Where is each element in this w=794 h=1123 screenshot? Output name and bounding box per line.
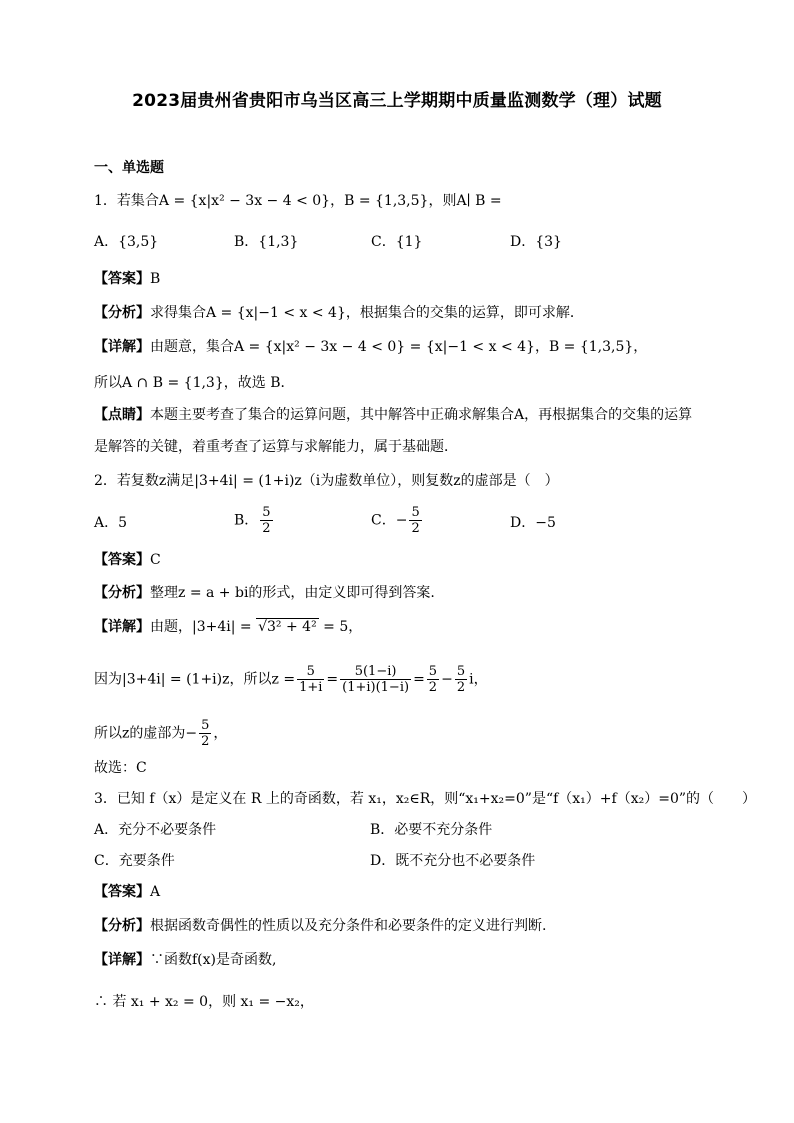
q3-detail: ∵函数f(x)是奇函数, xyxy=(150,952,277,968)
q2-analysis-row xyxy=(94,582,435,604)
q2-detail-post: = 5， xyxy=(318,619,363,635)
q1-option-a: A．{3,5} xyxy=(94,234,159,250)
q2-detail-pre: 由题，|3+4i| = xyxy=(150,619,257,635)
q1-comment-1: 本题主要考查了集合的运算问题，其中解答中正确求解集合A，再根据集合的交集的运算 xyxy=(150,407,693,423)
sqrt-radicand: √3² + 4² xyxy=(258,619,317,635)
q1-detail-row xyxy=(94,336,647,358)
q3-analysis-row xyxy=(94,915,546,937)
q3-stem: 3．已知 f（x）是定义在 R 上的奇函数，若 x₁，x₂∈R，则“x₁+x₂=0”是“f（x₁）+f（x₂）=0”的（ ） xyxy=(94,791,757,807)
q1-answer-row xyxy=(94,268,160,290)
q3-option-a: A．充分不必要条件 xyxy=(94,822,217,838)
q2-option-b: B． $\frac{5}{2}$ xyxy=(234,505,271,536)
q3-option-b: B．必要不充分条件 xyxy=(370,822,493,838)
q2-option-d: D．−5 xyxy=(510,515,556,531)
q1-stem: 1．若集合A = {x|x² − 3x − 4 < 0}，B = {1,3,5}，则A∣ B = xyxy=(94,193,502,209)
q2-option-a: A．5 xyxy=(94,515,128,531)
q3-line: ∴ 若 x₁ + x₂ = 0，则 x₁ = −x₂， xyxy=(94,994,314,1010)
q1-comment-2: 是解答的关键，着重考查了运算与求解能力，属于基础题． xyxy=(94,439,458,455)
comment-tag: 【点睛】 xyxy=(94,407,150,423)
q3-option-c: C．充要条件 xyxy=(94,853,175,869)
q2-detail-row xyxy=(94,616,362,638)
q1-conclusion: 所以A ∩ B = {1,3}，故选 B． xyxy=(94,375,295,391)
q3-analysis: 根据函数奇偶性的性质以及充分条件和必要条件的定义进行判断. xyxy=(150,918,547,934)
detail-tag: 【详解】 xyxy=(94,619,150,635)
q2-derivation: 因为|3+4i| = (1+i)z，所以z = $\frac{5}{1+i}$ = $\frac{5(1-i)}{(1+i)(1-i)}$ = $\frac{5}{2}$ − $\frac{5}{2}$ i， xyxy=(94,664,488,695)
analysis-tag: 【分析】 xyxy=(94,585,150,601)
fraction: $\frac{5}{2}$ xyxy=(262,505,271,536)
detail-tag: 【详解】 xyxy=(94,339,150,355)
q3-detail-row xyxy=(94,949,276,971)
q1-option-c: C．{1} xyxy=(371,234,423,250)
answer-tag: 【答案】 xyxy=(94,884,150,900)
q1-comment-row xyxy=(94,404,692,426)
q2-final: 故选：C xyxy=(94,760,147,776)
q3-answer: A xyxy=(150,884,161,900)
q1-analysis-row xyxy=(94,302,584,324)
q2-imag-row: 所以z的虚部为− $\frac{5}{2}$ ， xyxy=(94,718,228,749)
q1-analysis: 求得集合A = {x|−1 < x < 4}，根据集合的交集的运算，即可求解． xyxy=(150,305,584,321)
answer-tag: 【答案】 xyxy=(94,271,150,287)
q2-answer-row xyxy=(94,549,161,571)
q3-answer-row xyxy=(94,881,160,903)
analysis-tag: 【分析】 xyxy=(94,918,150,934)
analysis-tag: 【分析】 xyxy=(94,305,150,321)
q1-option-b: B．{1,3} xyxy=(234,234,299,250)
q1-detail: 由题意，集合A = {x|x² − 3x − 4 < 0} = {x|−1 < x < 4}，B = {1,3,5}， xyxy=(150,339,648,355)
q3-option-d: D．既不充分也不必要条件 xyxy=(370,853,536,869)
q2-option-c: C．− $\frac{5}{2}$ xyxy=(371,505,420,536)
q1-option-d: D．{3} xyxy=(510,234,562,250)
answer-tag: 【答案】 xyxy=(94,552,150,568)
q2-stem: 2．若复数z满足|3+4i| = (1+i)z（i为虚数单位），则复数z的虚部是（ ） xyxy=(94,473,559,489)
q2-analysis: 整理z = a + bi的形式，由定义即可得到答案. xyxy=(150,585,435,601)
fraction: $\frac{5}{2}$ xyxy=(411,505,420,536)
q2-answer: C xyxy=(150,552,161,568)
page-title: 2023届贵州省贵阳市乌当区高三上学期期中质量监测数学（理）试题 xyxy=(132,91,662,111)
section-heading: 一、单选题 xyxy=(94,160,164,176)
q1-answer: B xyxy=(150,271,161,287)
detail-tag: 【详解】 xyxy=(94,952,150,968)
